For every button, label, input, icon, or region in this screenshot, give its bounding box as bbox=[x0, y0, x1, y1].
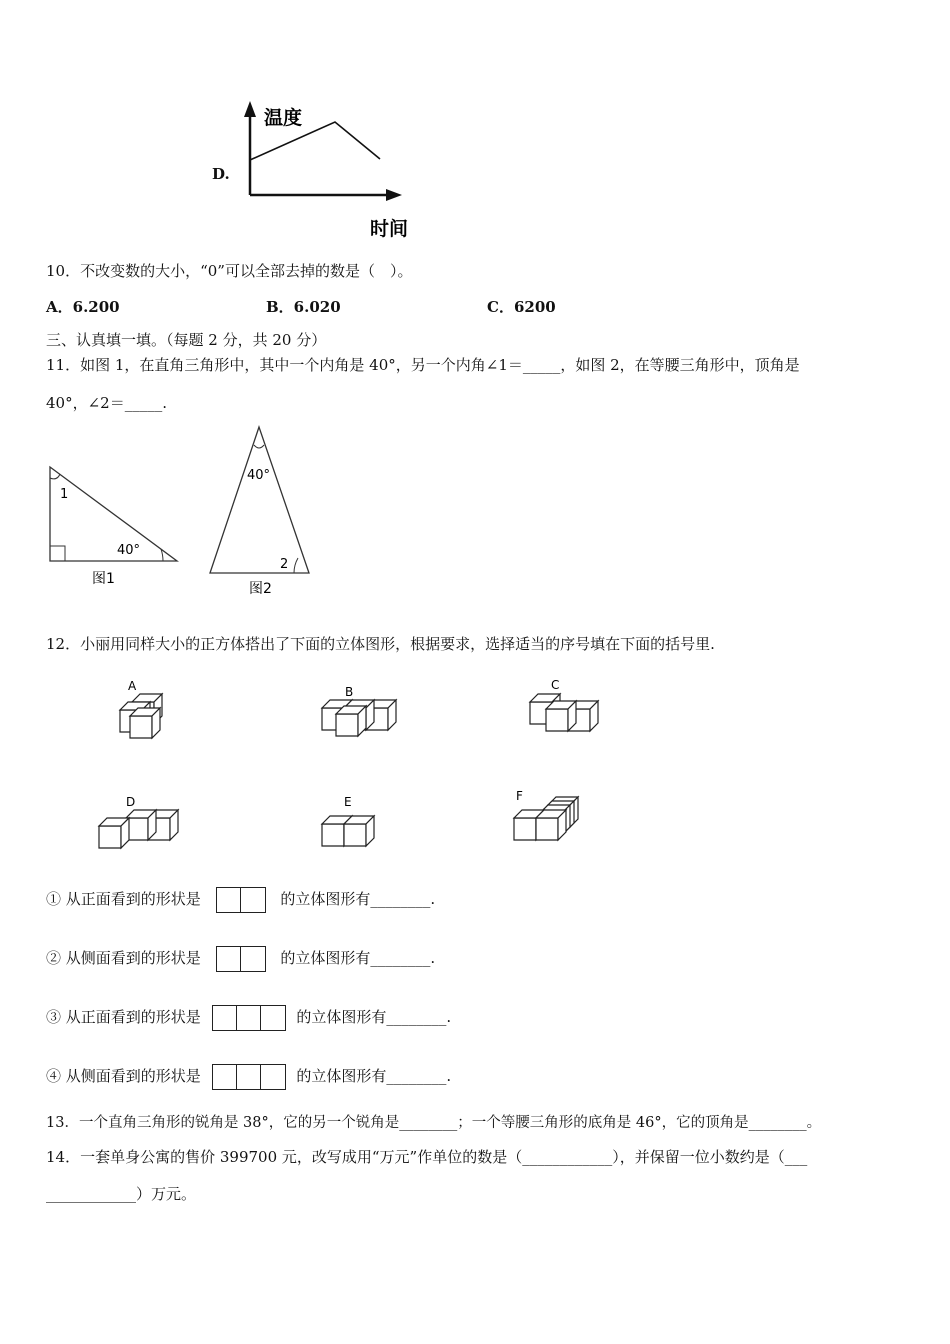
shape-d-label: D bbox=[126, 795, 136, 809]
shape-c-label: C bbox=[551, 678, 560, 692]
q12-item-1 bbox=[46, 886, 435, 913]
fig2-angle-40-label: 40° bbox=[247, 468, 271, 483]
three-square-side-view bbox=[212, 1064, 286, 1090]
question-11-line-1: 11．如图 1，在直角三角形中，其中一个内角是 40°，另一个内角∠1＝_____，如图 2，在等腰三角形中，顶角是 bbox=[46, 356, 800, 374]
fig1-angle-40-label: 40° bbox=[117, 543, 141, 558]
three-square-front-view bbox=[212, 1005, 286, 1031]
two-square-side-view bbox=[216, 946, 266, 972]
figure-1-right-triangle bbox=[45, 462, 185, 592]
question-11-line-2: 40°，∠2＝_____. bbox=[46, 394, 167, 412]
q12-item-4-prefix: ④ 从侧面看到的形状是 bbox=[46, 1067, 201, 1085]
q12-item-3-prefix: ③ 从正面看到的形状是 bbox=[46, 1008, 201, 1026]
q12-item-4 bbox=[46, 1063, 451, 1090]
graph-d-option-label: D. bbox=[212, 165, 230, 183]
two-square-front-view bbox=[216, 887, 266, 913]
shape-f bbox=[514, 789, 578, 840]
x-axis-label: 时间 bbox=[370, 218, 409, 240]
shape-b bbox=[322, 685, 396, 736]
angle-2-label: 2 bbox=[280, 557, 289, 572]
figure-2-caption: 图2 bbox=[249, 581, 272, 597]
q12-item-1-prefix: ① 从正面看到的形状是 bbox=[46, 890, 201, 908]
q10-option-b: B．6.020 bbox=[266, 298, 341, 316]
shape-e-label: E bbox=[344, 795, 352, 809]
section-3-heading: 三、认真填一填。（每题 2 分，共 20 分） bbox=[46, 331, 327, 349]
shape-d bbox=[99, 795, 178, 848]
shape-b-label: B bbox=[345, 685, 354, 699]
shape-c bbox=[530, 678, 598, 731]
q12-item-3 bbox=[46, 1004, 451, 1031]
question-14-line-1: 14．一套单身公寓的售价 399700 元，改写成用“万元”作单位的数是（____________），并保留一位小数约是（___ bbox=[46, 1148, 808, 1166]
y-axis-label: 温度 bbox=[264, 107, 303, 129]
angle-1-label: 1 bbox=[60, 487, 69, 502]
shape-a-label: A bbox=[128, 679, 137, 693]
q12-item-2-prefix: ② 从侧面看到的形状是 bbox=[46, 949, 201, 967]
shape-e bbox=[322, 795, 374, 846]
graph-d-option bbox=[210, 95, 430, 245]
question-14-line-2: ____________）万元。 bbox=[46, 1185, 197, 1203]
q12-item-4-suffix: 的立体图形有________. bbox=[296, 1067, 452, 1085]
temperature-time-graph bbox=[210, 95, 430, 245]
q12-item-2-suffix: 的立体图形有________. bbox=[280, 949, 436, 967]
q10-option-a: A．6.200 bbox=[46, 298, 120, 316]
q12-item-1-suffix: 的立体图形有________. bbox=[280, 890, 436, 908]
cube-shapes bbox=[90, 672, 650, 872]
question-12: 12．小丽用同样大小的正方体搭出了下面的立体图形，根据要求，选择适当的序号填在下面的括号里. bbox=[46, 635, 715, 653]
question-13: 13．一个直角三角形的锐角是 38°，它的另一个锐角是________；一个等腰三角形的底角是 46°，它的顶角是________。 bbox=[46, 1115, 822, 1131]
shape-f-label: F bbox=[516, 789, 523, 803]
q12-item-3-suffix: 的立体图形有________. bbox=[296, 1008, 452, 1026]
q12-item-2 bbox=[46, 945, 435, 972]
question-10: 10．不改变数的大小，“0”可以全部去掉的数是（ ）。 bbox=[46, 262, 413, 280]
figure-1-caption: 图1 bbox=[92, 571, 115, 587]
figure-2-isosceles-triangle bbox=[203, 423, 323, 598]
q10-option-c: C．6200 bbox=[487, 298, 556, 316]
shape-a bbox=[120, 679, 162, 738]
